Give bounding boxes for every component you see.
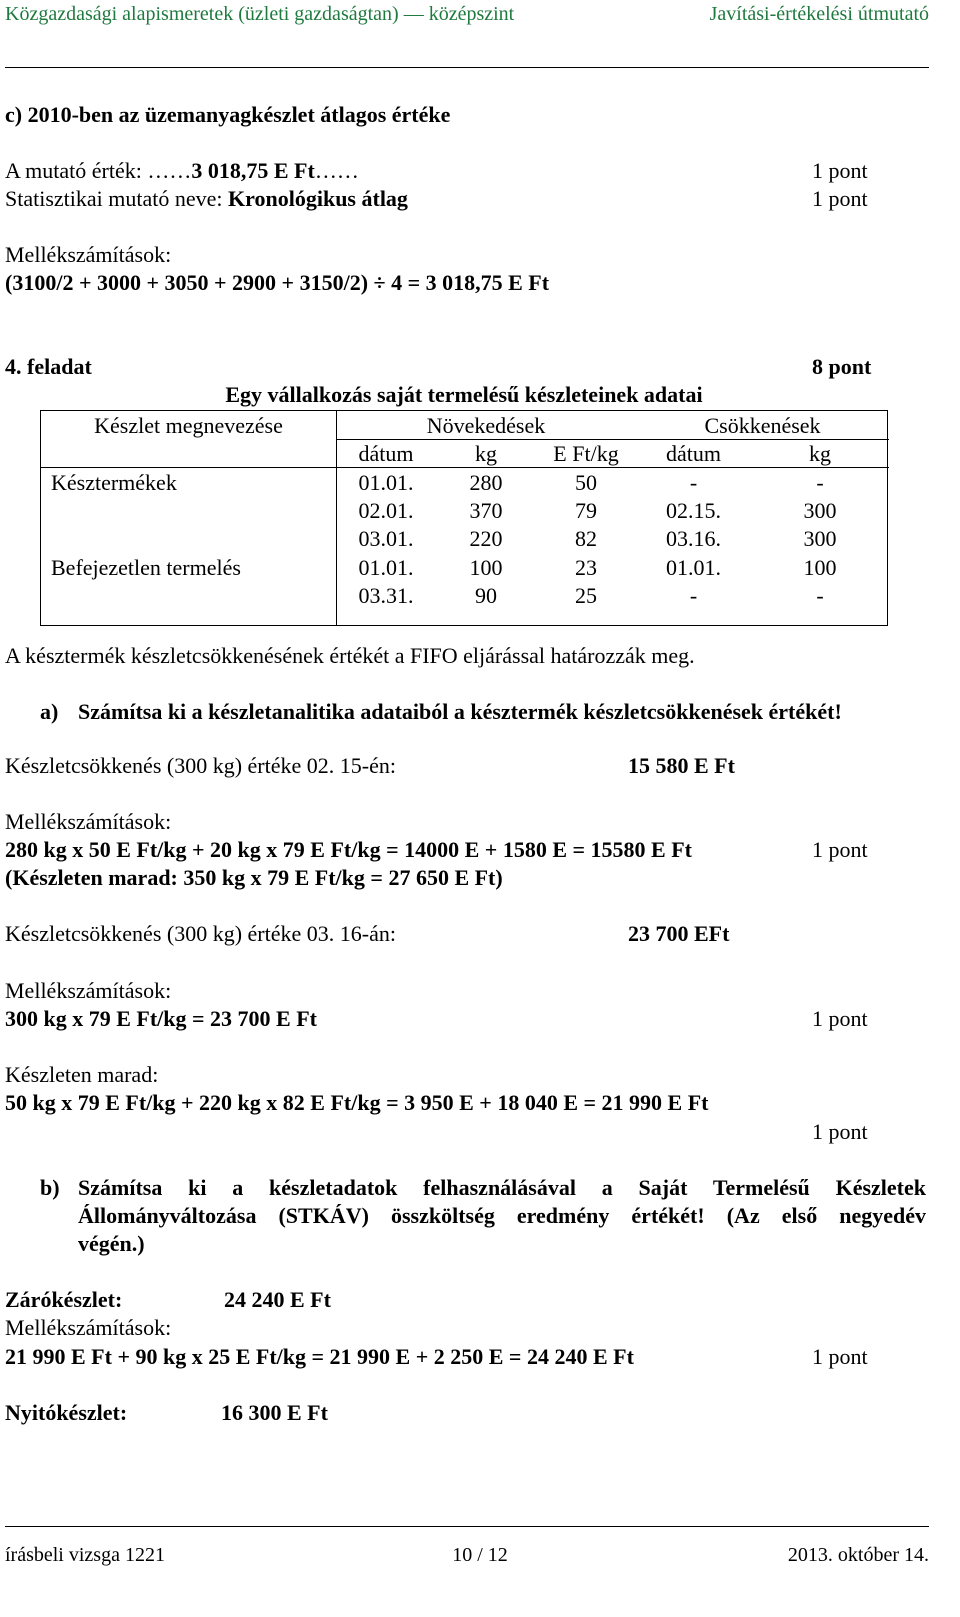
table-cell: 25 xyxy=(575,583,597,608)
header-rule xyxy=(5,67,929,68)
header-name: Készlet megnevezése xyxy=(94,413,283,438)
table-cell: 370 xyxy=(469,498,503,523)
section-c-calc-label: Mellékszámítások: xyxy=(5,242,172,267)
closing-stock-label: Zárókészlet: xyxy=(5,1287,123,1312)
group-work-in-progress: Befejezetlen termelés xyxy=(51,555,241,580)
table-cell: - xyxy=(816,583,824,608)
indicator-name-line xyxy=(5,188,408,210)
table-cell: 82 xyxy=(575,526,597,551)
footer-page-number: 10 / 12 xyxy=(452,1544,508,1566)
indicator-name: Kronológikus átlag xyxy=(228,186,408,211)
table-cell: 100 xyxy=(803,555,837,580)
closing-stock-value: 24 240 E Ft xyxy=(224,1287,331,1312)
opening-stock-label: Nyitókészlet: xyxy=(5,1400,128,1425)
table-cell: 23 xyxy=(575,555,597,580)
footer-rule xyxy=(5,1526,929,1527)
decrease2-calc-label: Mellékszámítások: xyxy=(5,978,172,1003)
question-b-label: b) xyxy=(40,1175,60,1200)
table-caption: Egy vállalkozás saját termelésű készleteinek adatai xyxy=(225,382,703,407)
closing-calc: 21 990 E Ft + 90 kg x 25 E Ft/kg = 21 990 E + 2 250 E = 24 240 E Ft xyxy=(5,1344,634,1369)
header-subtitle: Javítási-értékelési útmutató xyxy=(709,3,929,25)
decrease1-points: 1 pont xyxy=(812,837,868,862)
table-subheader-divider xyxy=(41,467,889,468)
question-b-line3: végén.) xyxy=(78,1231,145,1256)
table-cell: 01.01. xyxy=(358,470,414,495)
decrease2-label: Készletcsökkenés (300 kg) értéke 03. 16-án: xyxy=(5,921,396,946)
table-cell: 220 xyxy=(469,526,503,551)
header-title: Közgazdasági alapismeretek (üzleti gazdaságtan) — középszint xyxy=(5,3,515,25)
question-a-label: a) xyxy=(40,699,59,724)
remaining-stock-points: 1 pont xyxy=(812,1119,868,1144)
table-cell: 90 xyxy=(475,583,497,608)
indicator-value-points: 1 pont xyxy=(812,158,868,183)
fifo-note: A késztermék készletcsökkenésének értékét a FIFO eljárással határozzák meg. xyxy=(5,643,695,668)
table-cell: - xyxy=(816,470,824,495)
task4-title: 4. feladat xyxy=(5,354,92,379)
footer-exam-id: írásbeli vizsga 1221 xyxy=(5,1544,165,1566)
table-cell: 79 xyxy=(575,498,597,523)
table-cell: 02.15. xyxy=(666,498,721,523)
table-cell: - xyxy=(689,583,698,608)
table-cell: 300 xyxy=(803,498,837,523)
indicator-name-label: Statisztikai mutató neve: xyxy=(5,186,229,211)
table-cell: 03.16. xyxy=(666,526,721,551)
remaining-stock-label: Készleten marad: xyxy=(5,1062,159,1087)
remaining-stock-calc: 50 kg x 79 E Ft/kg + 220 kg x 82 E Ft/kg = 3 950 E + 18 040 E = 21 990 E Ft xyxy=(5,1090,709,1115)
table-cell: 03.31. xyxy=(358,583,414,608)
subheader-date: dátum xyxy=(358,441,414,466)
indicator-value: 3 018,75 E Ft xyxy=(191,158,315,183)
table-cell: 50 xyxy=(575,470,597,495)
decrease2-points: 1 pont xyxy=(812,1006,868,1031)
section-c-title: c) 2010-ben az üzemanyagkészlet átlagos értéke xyxy=(5,102,451,127)
table-cell: 280 xyxy=(469,470,503,495)
decrease1-calc: 280 kg x 50 E Ft/kg + 20 kg x 79 E Ft/kg = 14000 E + 1580 E = 15580 E Ft xyxy=(5,837,692,862)
group-finished-goods: Késztermékek xyxy=(51,470,177,495)
table-cell: 01.01. xyxy=(358,555,414,580)
inventory-table xyxy=(40,410,888,626)
question-b-line1: Számítsa ki a készletadatok felhasználásával a Saját Termelésű Készletek xyxy=(78,1175,926,1200)
subheader-dec-kg: kg xyxy=(809,441,831,466)
decrease2-value: 23 700 EFt xyxy=(628,921,730,946)
opening-stock-value: 16 300 E Ft xyxy=(221,1400,328,1425)
indicator-value-label: A mutató érték: xyxy=(5,158,148,183)
question-a-text: Számítsa ki a készletanalitika adataiból a késztermék készletcsökkenések értékét! xyxy=(78,699,842,724)
table-cell: - xyxy=(689,470,698,495)
decrease1-label: Készletcsökkenés (300 kg) értéke 02. 15-én: xyxy=(5,753,396,778)
footer-date: 2013. október 14. xyxy=(787,1544,929,1566)
indicator-value-line xyxy=(5,160,359,182)
table-cell: 300 xyxy=(803,526,837,551)
indicator-dots-after: …… xyxy=(314,158,359,183)
table-cell: 100 xyxy=(469,555,503,580)
indicator-name-points: 1 pont xyxy=(812,186,868,211)
table-header-divider xyxy=(336,439,889,440)
indicator-dots-before: …… xyxy=(147,158,192,183)
decrease1-calc-label: Mellékszámítások: xyxy=(5,809,172,834)
question-b-line2: Állományváltozása (STKÁV) összköltség eredmény értékét! (Az első negyedév xyxy=(78,1203,926,1228)
decrease1-value: 15 580 E Ft xyxy=(628,753,735,778)
decrease2-calc: 300 kg x 79 E Ft/kg = 23 700 E Ft xyxy=(5,1006,317,1031)
subheader-unit-price: E Ft/kg xyxy=(553,441,619,466)
subheader-kg: kg xyxy=(475,441,497,466)
table-cell: 01.01. xyxy=(666,555,721,580)
decrease1-remain: (Készleten marad: 350 kg x 79 E Ft/kg = 27 650 E Ft) xyxy=(5,865,503,890)
header-decrease: Csökkenések xyxy=(704,413,821,438)
table-cell: 02.01. xyxy=(358,498,414,523)
closing-calc-label: Mellékszámítások: xyxy=(5,1315,172,1340)
subheader-dec-date: dátum xyxy=(666,441,721,466)
section-c-calc: (3100/2 + 3000 + 3050 + 2900 + 3150/2) ÷ 4 = 3 018,75 E Ft xyxy=(5,270,550,295)
header-increase: Növekedések xyxy=(426,413,546,438)
closing-points: 1 pont xyxy=(812,1344,868,1369)
table-cell: 03.01. xyxy=(358,526,414,551)
task4-points: 8 pont xyxy=(812,354,872,379)
